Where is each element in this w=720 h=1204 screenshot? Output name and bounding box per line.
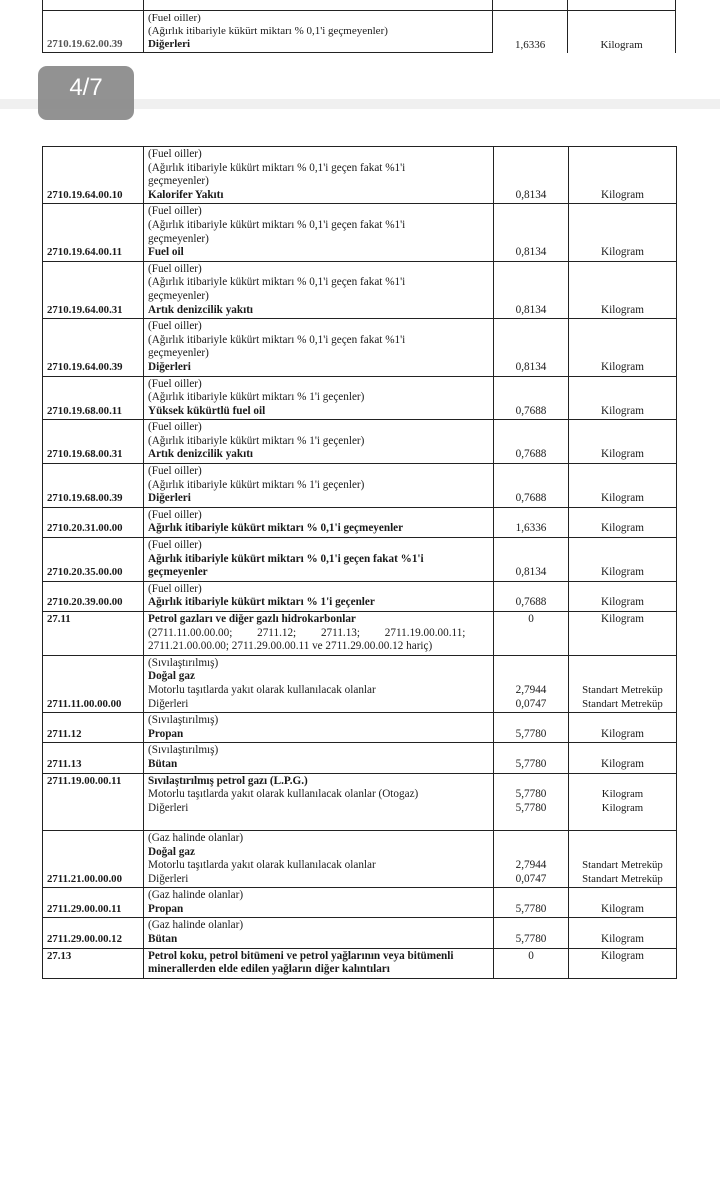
description	[144, 538, 494, 582]
table-row	[43, 11, 676, 53]
unit: Kilogram	[569, 261, 677, 318]
description-bold: Diğerleri	[147, 38, 191, 50]
amount	[494, 773, 569, 830]
amount: 0	[494, 612, 569, 656]
table-row	[43, 713, 677, 743]
sub-item-amount: 0,0747	[515, 872, 547, 885]
table-row	[43, 319, 677, 376]
table-row	[43, 773, 677, 830]
table-row	[43, 918, 677, 948]
amount: 0,8134	[494, 538, 569, 582]
description-bold: Yüksek kükürtlü fuel oil	[148, 404, 266, 417]
description-bold: Bütan	[148, 933, 178, 946]
description	[144, 830, 494, 887]
description-line: (Fuel oiller)	[148, 582, 202, 595]
description-line: (Fuel oiller)	[148, 377, 202, 390]
page-indicator: 4/7	[38, 66, 134, 120]
description-bold: Doğal gaz	[148, 670, 195, 683]
unit: Kilogram	[569, 420, 677, 464]
table-row	[43, 612, 677, 656]
description-line: geçmeyenler)	[148, 347, 209, 360]
description-line: (Gaz halinde olanlar)	[148, 919, 244, 932]
description-bold: minerallerden elde edilen yağların diğer kalıntıları	[148, 963, 390, 976]
description-line: (Ağırlık itibariyle kükürt miktarı % 0,1'i geçen fakat %1'i	[148, 333, 406, 346]
description-line: geçmeyenler)	[148, 232, 209, 245]
sub-item-amount: 5,7780	[515, 801, 547, 814]
amount: 1,6336	[515, 38, 546, 51]
description-line: (Fuel oiller)	[148, 508, 202, 521]
table-row	[43, 147, 677, 204]
description	[144, 420, 494, 464]
description	[144, 376, 494, 420]
tariff-code: 2710.19.64.00.10	[43, 147, 144, 204]
unit	[569, 773, 677, 830]
description-line: (Gaz halinde olanlar)	[148, 831, 244, 844]
amount: 0,8134	[494, 204, 569, 261]
description-bold: Sıvılaştırılmış petrol gazı (L.P.G.)	[148, 774, 308, 787]
description-line: (Gaz halinde olanlar)	[148, 889, 244, 902]
amount: 5,7780	[494, 918, 569, 948]
description-line: (Ağırlık itibariyle kükürt miktarı % 0,1'i geçen fakat %1'i	[148, 161, 406, 174]
unit: Kilogram	[569, 147, 677, 204]
description-bold: Propan	[148, 727, 184, 740]
tariff-code: 2711.29.00.00.11	[43, 888, 144, 918]
tariff-code: 27.13	[43, 948, 144, 978]
tariff-code: 2711.12	[43, 713, 144, 743]
description-line: (Ağırlık itibariyle kükürt miktarı % 1'i geçenler)	[148, 391, 365, 404]
description	[144, 147, 494, 204]
description-bold: Diğerleri	[148, 492, 191, 505]
description	[144, 918, 494, 948]
tariff-code: 2710.20.39.00.00	[43, 581, 144, 611]
amount: 5,7780	[494, 743, 569, 773]
description	[144, 507, 494, 537]
amount: 0,7688	[494, 376, 569, 420]
description-bold: Bütan	[148, 757, 178, 770]
table-row	[43, 948, 677, 978]
unit: Kilogram	[569, 376, 677, 420]
tariff-code: 2710.19.68.00.11	[43, 376, 144, 420]
table-row	[43, 464, 677, 508]
amount: 0,7688	[494, 581, 569, 611]
description	[144, 581, 494, 611]
amount: 0,7688	[494, 464, 569, 508]
description-line: (Fuel oiller)	[148, 205, 202, 218]
description-line: (Fuel oiller)	[148, 262, 202, 275]
amount: 0,7688	[494, 420, 569, 464]
description-bold: Ağırlık itibariyle kükürt miktarı % 1'i geçenler	[148, 596, 375, 609]
description-line: (Ağırlık itibariyle kükürt miktarı % 0,1'i geçen fakat %1'i	[148, 218, 406, 231]
tariff-code: 2710.20.35.00.00	[43, 538, 144, 582]
description	[144, 204, 494, 261]
description-bold: Artık denizcilik yakıtı	[148, 303, 254, 316]
sub-item-unit: Standart Metreküp	[582, 683, 663, 696]
previous-page-table	[42, 0, 676, 53]
sub-item-amount: 2,7944	[515, 683, 547, 696]
description-line: (2711.11.00.00.00; 2711.12; 2711.13; 2711.19.00.00.11;	[148, 626, 466, 639]
unit	[569, 830, 677, 887]
sub-item-label: Motorlu taşıtlarda yakıt olarak kullanılacak olanlar	[148, 683, 376, 696]
description-bold: Artık denizcilik yakıtı	[148, 448, 254, 461]
description-bold: Ağırlık itibariyle kükürt miktarı % 0,1'i geçmeyenler	[148, 522, 404, 535]
sub-item-label: Diğerleri	[148, 801, 189, 814]
amount	[494, 830, 569, 887]
description	[144, 713, 494, 743]
unit: Kilogram	[569, 538, 677, 582]
table-row	[43, 420, 677, 464]
unit: Kilogram	[569, 612, 677, 656]
unit: Kilogram	[569, 918, 677, 948]
table-row	[43, 261, 677, 318]
sub-item-amount: 0,0747	[515, 697, 547, 710]
table-row	[43, 0, 676, 11]
table-row	[43, 376, 677, 420]
sub-item-label: Diğerleri	[148, 697, 189, 710]
amount: 5,7780	[494, 713, 569, 743]
sub-item-amount: 5,7780	[515, 788, 547, 801]
tariff-code: 2711.11.00.00.00	[43, 655, 144, 712]
description-bold: geçmeyenler	[148, 566, 208, 579]
tariff-code: 2710.19.68.00.31	[43, 420, 144, 464]
description-line: (Fuel oiller)	[148, 148, 202, 160]
table-row	[43, 204, 677, 261]
tariff-code: 2710.19.68.00.39	[43, 464, 144, 508]
tariff-code: 2710.19.64.00.11	[43, 204, 144, 261]
table-row	[43, 507, 677, 537]
description-line: (Sıvılaştırılmış)	[148, 744, 219, 757]
description-line: (Ağırlık itibariyle kükürt miktarı % 0,1'i geçen fakat %1'i	[148, 276, 406, 289]
unit: Kilogram	[569, 713, 677, 743]
tariff-code: 2711.29.00.00.12	[43, 918, 144, 948]
unit: Kilogram	[569, 581, 677, 611]
description	[144, 612, 494, 656]
description	[144, 773, 494, 830]
description-line: (Ağırlık itibariyle kükürt miktarı % 1'i geçenler)	[148, 434, 365, 447]
description	[144, 948, 494, 978]
description	[144, 319, 494, 376]
table-row	[43, 538, 677, 582]
amount	[494, 655, 569, 712]
amount: 5,7780	[494, 888, 569, 918]
description-line: (Fuel oiller)	[148, 421, 202, 434]
table-row	[43, 581, 677, 611]
description	[144, 464, 494, 508]
sub-item-unit: Kilogram	[601, 788, 644, 801]
amount: 1,6336	[494, 507, 569, 537]
unit: Kilogram	[569, 743, 677, 773]
unit: Kilogram	[569, 888, 677, 918]
description-line: (Sıvılaştırılmış)	[148, 656, 219, 669]
tariff-code: 27.11	[43, 612, 144, 656]
description-bold: Ağırlık itibariyle kükürt miktarı % 0,1'i geçen fakat %1'i	[148, 552, 424, 565]
unit: Kilogram	[569, 319, 677, 376]
description-line: (Ağırlık itibariyle kükürt miktarı % 0,1'i geçmeyenler)	[147, 25, 388, 37]
description-line: geçmeyenler)	[148, 289, 209, 302]
description-bold: Petrol gazları ve diğer gazlı hidrokarbonlar	[148, 613, 356, 625]
description-bold: Fuel oil	[148, 246, 184, 259]
tariff-code: 2711.21.00.00.00	[43, 830, 144, 887]
description	[144, 743, 494, 773]
sub-item-label: Diğerleri	[148, 872, 189, 885]
table-row	[43, 830, 677, 887]
sub-item-label: Motorlu taşıtlarda yakıt olarak kullanılacak olanlar (Otogaz)	[148, 788, 419, 801]
description	[144, 655, 494, 712]
table-row	[43, 655, 677, 712]
tariff-table	[42, 146, 677, 979]
tariff-code: 2710.19.64.00.31	[43, 261, 144, 318]
sub-item-amount: 2,7944	[515, 859, 547, 872]
tariff-code: 2710.19.64.00.39	[43, 319, 144, 376]
sub-item-unit: Standart Metreküp	[582, 697, 663, 710]
unit: Kilogram	[569, 204, 677, 261]
sub-item-label: Motorlu taşıtlarda yakıt olarak kullanılacak olanlar	[148, 859, 376, 872]
amount: 0,8134	[494, 261, 569, 318]
description-line: (Ağırlık itibariyle kükürt miktarı % 1'i geçenler)	[148, 478, 365, 491]
description	[144, 888, 494, 918]
tariff-code: 2711.13	[43, 743, 144, 773]
description-bold: Doğal gaz	[148, 845, 195, 858]
description	[144, 261, 494, 318]
table-row	[43, 743, 677, 773]
tariff-code: 2711.19.00.00.11	[43, 773, 144, 830]
description-line: geçmeyenler)	[148, 175, 209, 188]
unit	[569, 655, 677, 712]
unit: Kilogram	[568, 11, 676, 53]
description-bold: Propan	[148, 902, 184, 915]
description-line: (Fuel oiller)	[148, 539, 202, 552]
table-row	[43, 888, 677, 918]
amount: 0	[494, 948, 569, 978]
description-line: (Fuel oiller)	[148, 465, 202, 478]
description-line: (Fuel oiller)	[148, 320, 202, 333]
tariff-code: 2710.19.62.00.39	[43, 11, 144, 53]
sub-item-unit: Kilogram	[601, 801, 644, 814]
description-line: 2711.21.00.00.00; 2711.29.00.00.11 ve 2711.29.00.00.12 hariç)	[148, 640, 433, 653]
amount: 0,8134	[494, 147, 569, 204]
sub-item-unit: Standart Metreküp	[582, 859, 663, 872]
description	[143, 11, 492, 53]
sub-item-unit: Standart Metreküp	[582, 872, 663, 885]
unit: Kilogram	[569, 948, 677, 978]
description-line: (Sıvılaştırılmış)	[148, 714, 219, 727]
document-page	[0, 110, 720, 1204]
description-line: (Fuel oiller)	[147, 12, 201, 24]
amount: 0,8134	[494, 319, 569, 376]
description-bold: Kalorifer Yakıtı	[148, 188, 224, 201]
description-bold: Diğerleri	[148, 360, 191, 373]
unit: Kilogram	[569, 507, 677, 537]
unit: Kilogram	[569, 464, 677, 508]
description-bold: Petrol koku, petrol bitümeni ve petrol yağlarının veya bitümenli	[148, 949, 454, 962]
tariff-code: 2710.20.31.00.00	[43, 507, 144, 537]
